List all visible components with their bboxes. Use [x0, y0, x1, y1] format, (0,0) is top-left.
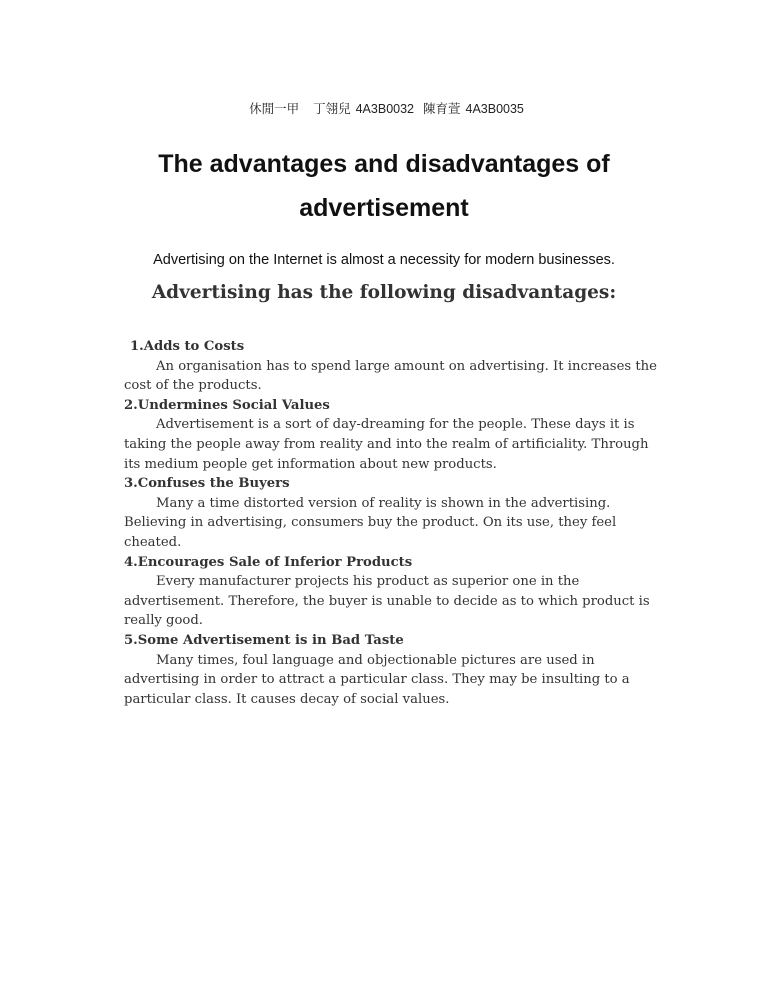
item-heading: 3.Confuses the Buyers [124, 476, 290, 492]
list-item [124, 474, 664, 552]
author-2-name: 陳育萱 [422, 101, 461, 116]
list-item [124, 337, 664, 396]
author-header [0, 99, 768, 117]
disadvantages-list [124, 337, 664, 709]
item-text: Many times, foul language and objectionable pictures are used in advertising in order to attract a particular class. They may be insulting to a particular class. It causes decay of social values. [124, 652, 630, 707]
disadvantages-heading: Advertising has the following disadvantages: [151, 282, 617, 303]
item-text: Every manufacturer projects his product as superior one in the advertisement. Therefore, the buyer is unable to decide as to which product is really good. [124, 574, 650, 629]
item-text: Advertisement is a sort of day-dreaming for the people. These days it is taking the people away from reality and into the realm of artificiality. Through its medium people get information about new products. [124, 417, 649, 472]
list-item [124, 631, 664, 709]
intro-sentence: Advertising on the Internet is almost a necessity for modern businesses. [153, 252, 615, 268]
title-line-1: The advantages and disadvantages of [158, 150, 610, 178]
item-heading: 2.Undermines Social Values [124, 397, 330, 413]
author-2-id: 4A3B0035 [465, 102, 524, 116]
item-text: Many a time distorted version of reality is shown in the advertising. Believing in advertising, consumers buy the product. On its use, they feel cheated. [124, 495, 617, 550]
item-heading: 1.Adds to Costs [130, 339, 245, 354]
item-heading: 4.Encourages Sale of Inferior Products [124, 554, 413, 570]
author-1-name: 丁翎兒 [313, 101, 351, 116]
class-name: 休閒一甲 [249, 101, 300, 116]
item-text: An organisation has to spend large amount on advertising. It increases the cost of the products. [124, 358, 657, 394]
item-heading: 5.Some Advertisement is in Bad Taste [124, 632, 404, 648]
author-1-id: 4A3B0032 [355, 102, 414, 116]
list-item [124, 553, 664, 631]
title-line-2: advertisement [299, 194, 469, 222]
list-item [124, 396, 664, 474]
